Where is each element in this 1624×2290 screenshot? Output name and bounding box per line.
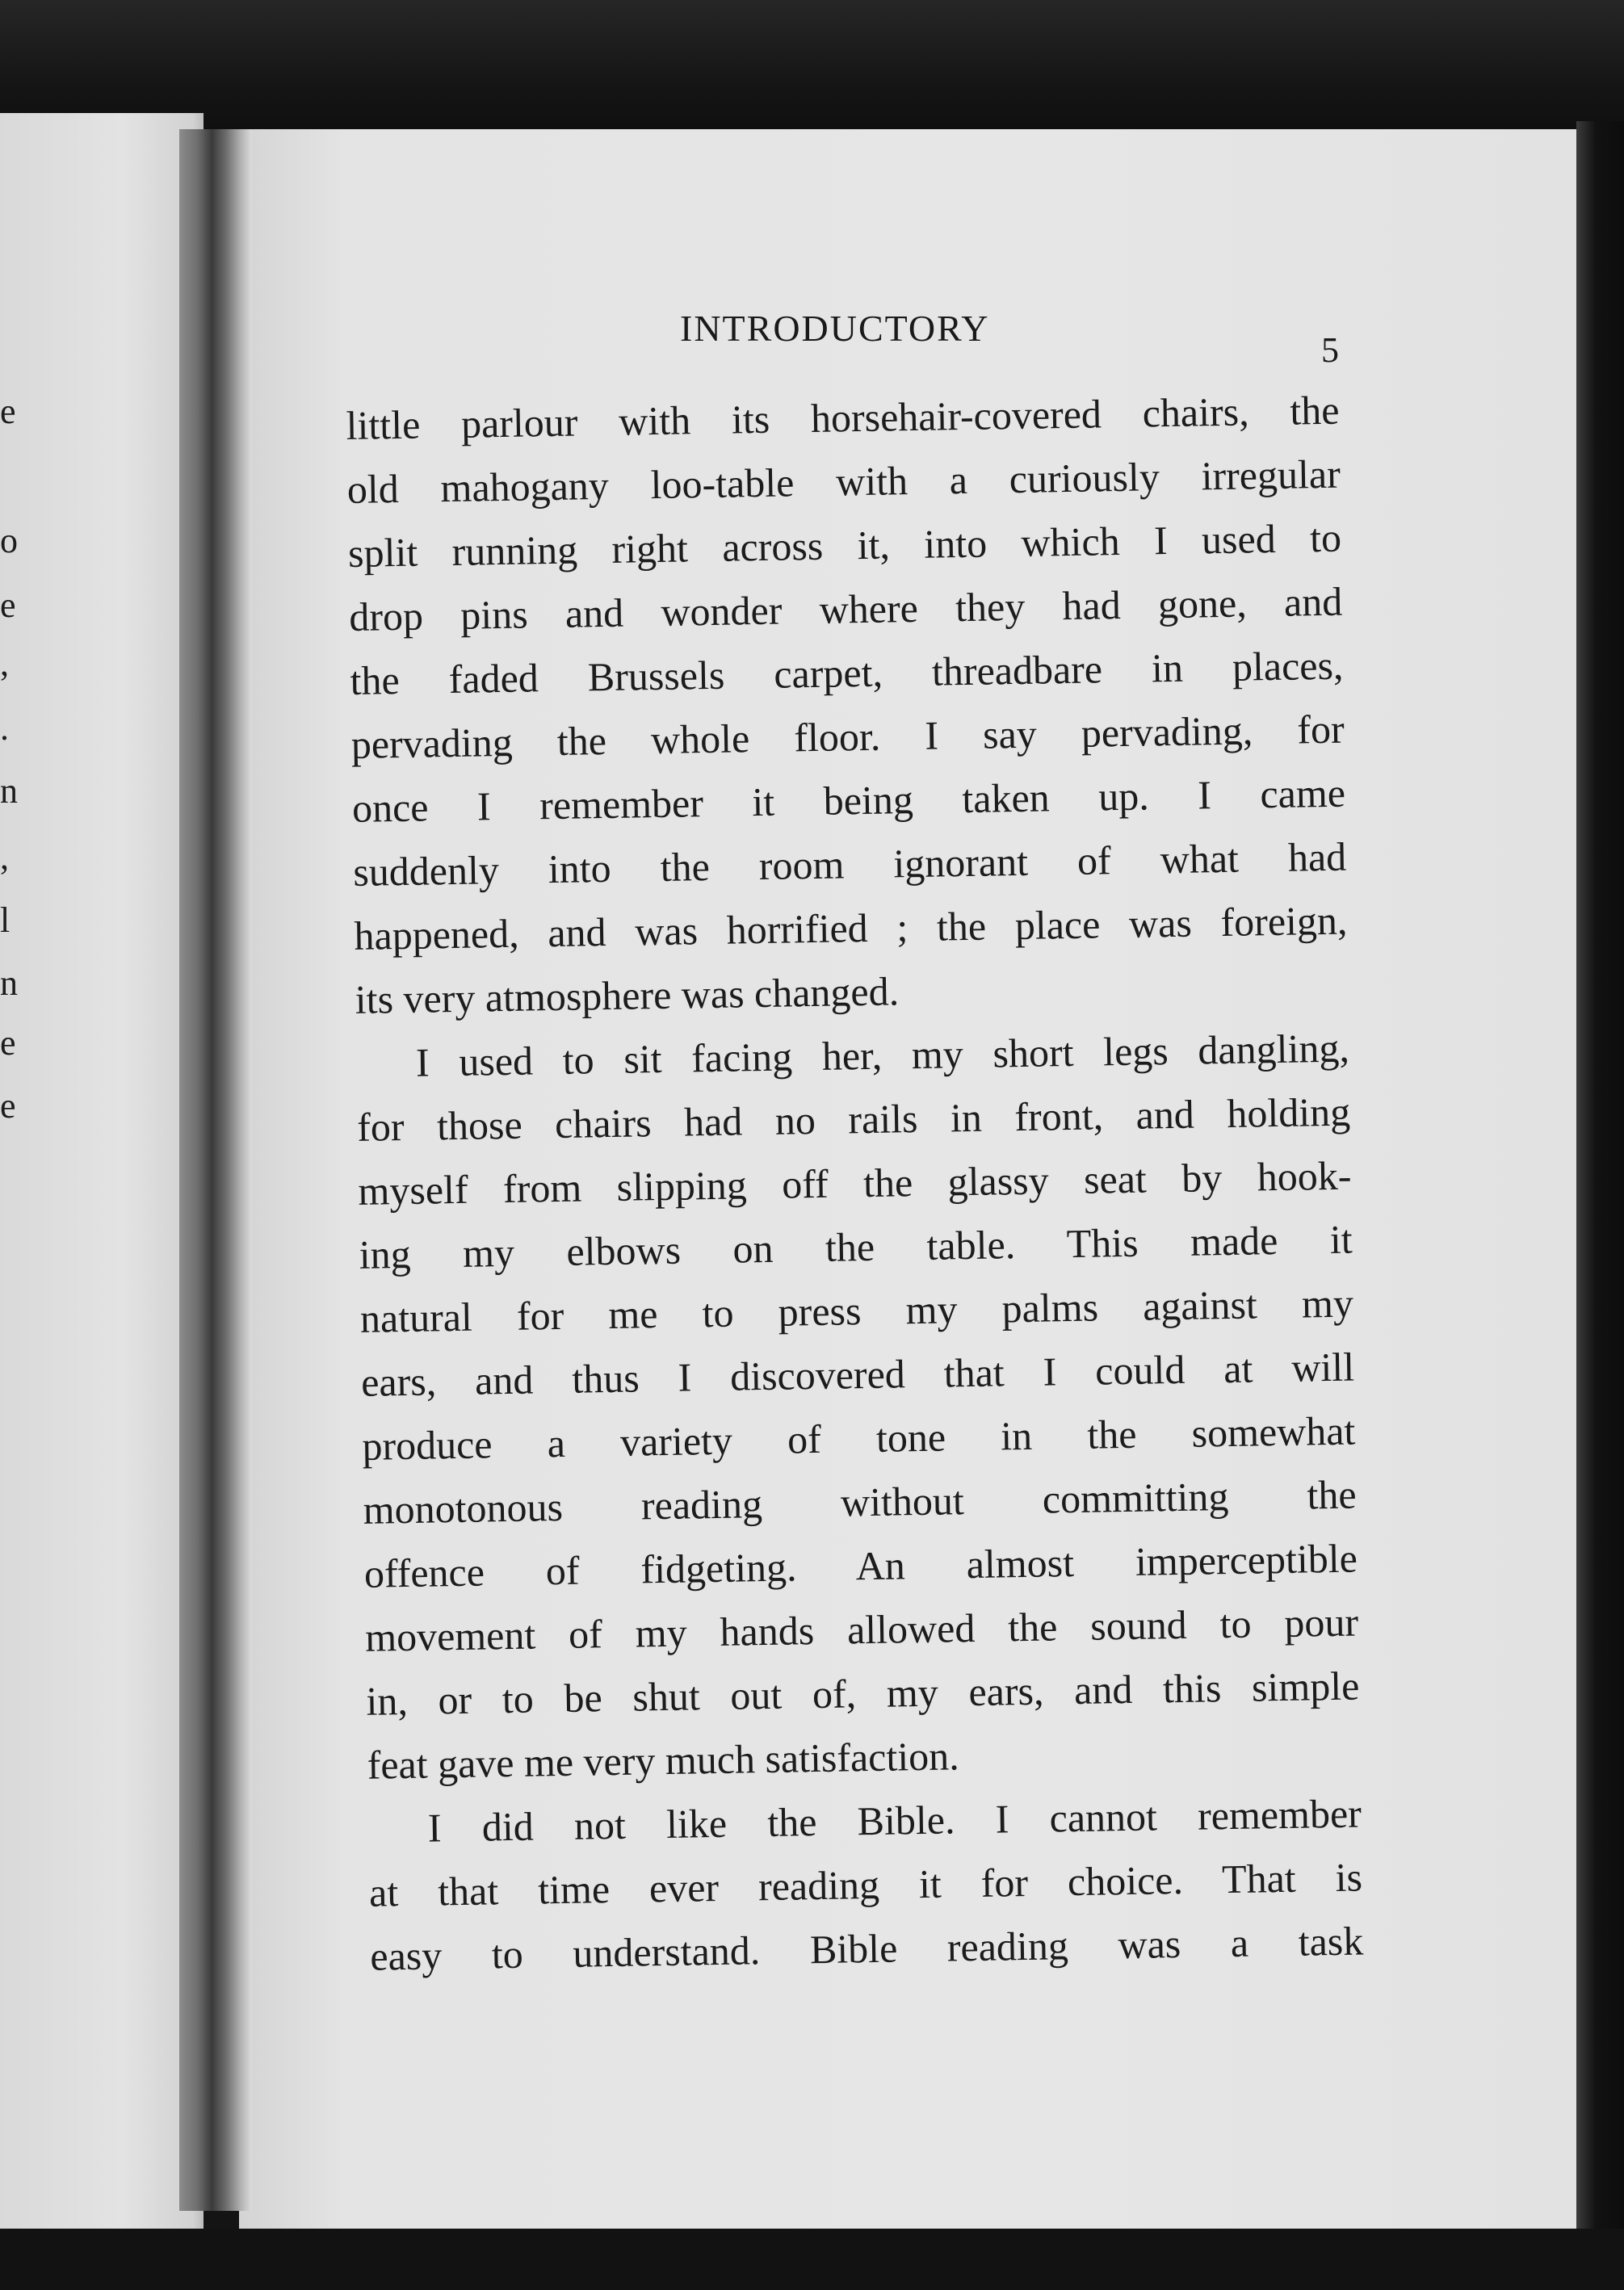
text-line: in, or to be shut out of, my ears, and this simple bbox=[365, 1663, 1360, 1724]
left-page-fragment: , bbox=[0, 837, 9, 877]
text-line: feat gave me very much satisfaction. bbox=[367, 1733, 960, 1788]
text-line: monotonous reading without committing the bbox=[363, 1471, 1357, 1533]
scanner-background-top bbox=[0, 0, 1624, 129]
left-page-fragment: , bbox=[0, 644, 9, 683]
text-line: I used to sit facing her, my short legs dangling, bbox=[415, 1025, 1350, 1085]
text-line: once I remember it being taken up. I came bbox=[351, 770, 1346, 831]
text-line: at that time ever reading it for choice. That is bbox=[368, 1854, 1363, 1915]
text-line: ears, and thus I discovered that I could at will bbox=[360, 1344, 1355, 1405]
left-page-fragment: e bbox=[0, 392, 16, 431]
text-line: natural for me to press my palms against my bbox=[359, 1280, 1354, 1341]
text-line: old mahogany loo-table with a curiously irregular bbox=[346, 451, 1341, 512]
left-page-fragment: e bbox=[0, 585, 16, 625]
left-page-fragment: n bbox=[0, 963, 18, 1003]
book-gutter-shadow bbox=[179, 129, 252, 2211]
text-line: for those chairs had no rails in front, and holding bbox=[356, 1088, 1351, 1150]
paragraph-2 bbox=[355, 1017, 1361, 1797]
paragraph-1 bbox=[346, 379, 1349, 1032]
scanner-background-bottom bbox=[0, 2229, 1624, 2290]
text-line: myself from slipping off the glassy seat by hook- bbox=[358, 1152, 1352, 1214]
paragraph-3 bbox=[367, 1781, 1364, 1988]
text-line: drop pins and wonder where they had gone, and bbox=[348, 578, 1343, 640]
page-number: 5 bbox=[1321, 330, 1339, 370]
text-line: pervading the whole floor. I say pervading, for bbox=[350, 706, 1345, 767]
left-page-fragment: . bbox=[0, 708, 9, 748]
text-line: I did not like the Bible. I cannot remember bbox=[427, 1790, 1362, 1851]
text-line: split running right across it, into which I used to bbox=[347, 514, 1342, 576]
body-text bbox=[346, 379, 1364, 1989]
left-page-fragment: e bbox=[0, 1023, 16, 1063]
text-line: easy to understand. Bible reading was a task bbox=[369, 1918, 1364, 1979]
text-line: its very atmosphere was changed. bbox=[355, 968, 900, 1022]
left-page-fragment: e bbox=[0, 1086, 16, 1126]
text-line: movement of my hands allowed the sound to pour bbox=[364, 1599, 1359, 1660]
text-line: offence of fidgeting. An almost imperceptible bbox=[363, 1535, 1358, 1596]
left-page-fragment: o bbox=[0, 521, 18, 560]
text-line: the faded Brussels carpet, threadbare in places, bbox=[350, 642, 1344, 703]
scanner-background-right bbox=[1576, 121, 1624, 2290]
text-line: little parlour with its horsehair-covered chairs, the bbox=[346, 387, 1340, 448]
left-page-edge bbox=[0, 113, 204, 2229]
left-page-fragment: l bbox=[0, 900, 10, 940]
text-line: produce a variety of tone in the somewhat bbox=[362, 1407, 1356, 1469]
running-head: INTRODUCTORY bbox=[680, 308, 990, 349]
text-line: happened, and was horrified ; the place was foreign, bbox=[354, 897, 1348, 958]
text-line: suddenly into the room ignorant of what had bbox=[352, 833, 1347, 895]
text-line: ing my elbows on the table. This made it bbox=[359, 1216, 1353, 1277]
left-page-fragment: n bbox=[0, 771, 18, 811]
